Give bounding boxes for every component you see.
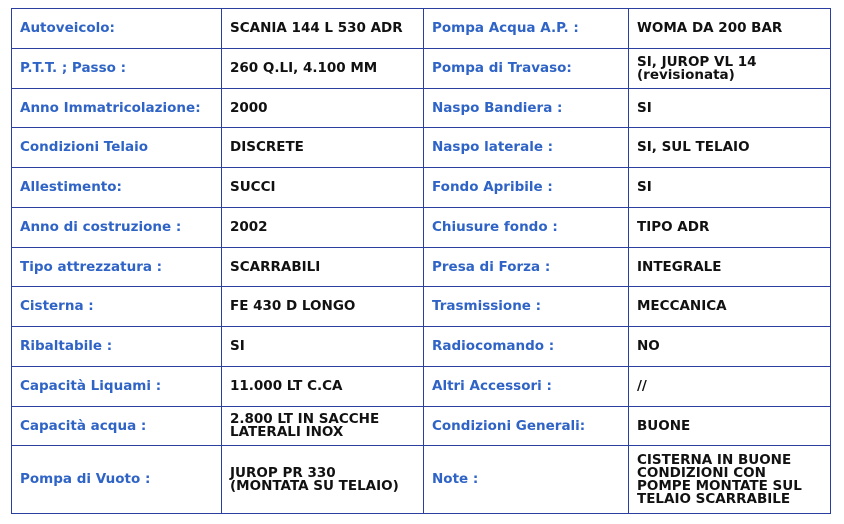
label-anno-costruzione: Anno di costruzione : (12, 208, 222, 248)
label-capacita-liquami: Capacità Liquami : (12, 367, 222, 407)
value-autoveicolo: SCANIA 144 L 530 ADR (222, 9, 424, 49)
table-row (12, 407, 831, 446)
label-altri-accessori: Altri Accessori : (424, 367, 629, 407)
value-allestimento: SUCCI (222, 168, 424, 208)
value-naspo-bandiera: SI (629, 89, 831, 128)
value-anno-costruzione: 2002 (222, 208, 424, 248)
value-anno-immatricolazione: 2000 (222, 89, 424, 128)
label-allestimento: Allestimento: (12, 168, 222, 208)
table-row (12, 446, 831, 514)
label-ptt-passo: P.T.T. ; Passo : (12, 49, 222, 89)
label-condizioni-telaio: Condizioni Telaio (12, 128, 222, 168)
label-pompa-acqua: Pompa Acqua A.P. : (424, 9, 629, 49)
label-presa-forza: Presa di Forza : (424, 248, 629, 287)
value-ribaltabile: SI (222, 327, 424, 367)
table-row (12, 9, 831, 49)
value-pompa-travaso: SI, JUROP VL 14 (revisionata) (629, 49, 831, 89)
value-note: CISTERNA IN BUONE CONDIZIONI CON POMPE MONTATE SUL TELAIO SCARRABILE (629, 446, 831, 514)
table-row (12, 168, 831, 208)
label-radiocomando: Radiocomando : (424, 327, 629, 367)
label-capacita-acqua: Capacità acqua : (12, 407, 222, 446)
value-capacita-liquami: 11.000 LT C.CA (222, 367, 424, 407)
value-trasmissione: MECCANICA (629, 287, 831, 327)
table-row (12, 89, 831, 128)
table-row (12, 128, 831, 168)
label-chiusure-fondo: Chiusure fondo : (424, 208, 629, 248)
label-naspo-bandiera: Naspo Bandiera : (424, 89, 629, 128)
value-condizioni-generali: BUONE (629, 407, 831, 446)
value-tipo-attrezzatura: SCARRABILI (222, 248, 424, 287)
label-pompa-travaso: Pompa di Travaso: (424, 49, 629, 89)
value-naspo-laterale: SI, SUL TELAIO (629, 128, 831, 168)
value-pompa-acqua: WOMA DA 200 BAR (629, 9, 831, 49)
label-naspo-laterale: Naspo laterale : (424, 128, 629, 168)
value-radiocomando: NO (629, 327, 831, 367)
value-condizioni-telaio: DISCRETE (222, 128, 424, 168)
table-row (12, 208, 831, 248)
label-pompa-vuoto: Pompa di Vuoto : (12, 446, 222, 514)
value-ptt-passo: 260 Q.LI, 4.100 MM (222, 49, 424, 89)
label-autoveicolo: Autoveicolo: (12, 9, 222, 49)
value-fondo-apribile: SI (629, 168, 831, 208)
table-row (12, 327, 831, 367)
label-trasmissione: Trasmissione : (424, 287, 629, 327)
value-presa-forza: INTEGRALE (629, 248, 831, 287)
value-chiusure-fondo: TIPO ADR (629, 208, 831, 248)
label-anno-immatricolazione: Anno Immatricolazione: (12, 89, 222, 128)
label-tipo-attrezzatura: Tipo attrezzatura : (12, 248, 222, 287)
label-condizioni-generali: Condizioni Generali: (424, 407, 629, 446)
label-cisterna: Cisterna : (12, 287, 222, 327)
vehicle-spec-table (11, 8, 831, 514)
table-row (12, 287, 831, 327)
value-cisterna: FE 430 D LONGO (222, 287, 424, 327)
table-row (12, 49, 831, 89)
label-note: Note : (424, 446, 629, 514)
value-capacita-acqua: 2.800 LT IN SACCHE LATERALI INOX (222, 407, 424, 446)
table-row (12, 248, 831, 287)
table-row (12, 367, 831, 407)
label-ribaltabile: Ribaltabile : (12, 327, 222, 367)
label-fondo-apribile: Fondo Apribile : (424, 168, 629, 208)
value-pompa-vuoto: JUROP PR 330 (MONTATA SU TELAIO) (222, 446, 424, 514)
value-altri-accessori: // (629, 367, 831, 407)
